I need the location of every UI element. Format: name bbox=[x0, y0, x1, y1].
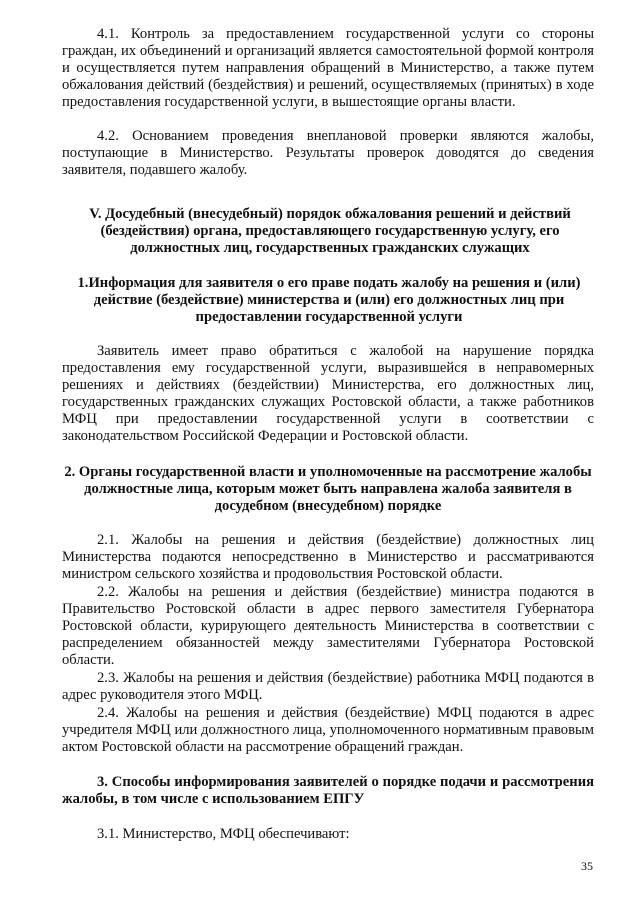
paragraph-text: 2.3. Жалобы на решения и действия (бездействие) работника МФЦ подаются в адрес руководителя этого МФЦ. bbox=[62, 670, 594, 704]
paragraph-2-1 bbox=[62, 532, 594, 583]
page-number: 35 bbox=[581, 859, 593, 873]
paragraph-3-1 bbox=[62, 826, 594, 843]
subsection-3-heading bbox=[62, 774, 594, 808]
paragraph-text: 2.2. Жалобы на решения и действия (бездействие) министра подаются в Правительство Ростовской области в адрес первого заместителя Губернатора Ростовской области, курирующего деятельность Министерства в соответствии с распределением обязанностей между заместителями Губернатора Ростовской области. bbox=[62, 584, 594, 669]
subsection-title: 2. Органы государственной власти и уполномоченные на рассмотрение жалобы должностные лица, которым может быть направлена жалоба заявителя в досудебном (внесудебном) порядке bbox=[64, 464, 592, 515]
paragraph-4-2 bbox=[62, 128, 594, 179]
subsection-1-text bbox=[62, 343, 594, 446]
paragraph-text: Заявитель имеет право обратиться с жалобой на нарушение порядка предоставления ему государственной услуги, выразившейся в неправомерных решениях и действиях (бездействии) Министерства, его должностных лиц, государственных гражданских служащих Ростовской области, а также работников МФЦ при предоставлении государственной услуги в соответствии с законодательством Российской Федерации и Ростовской области. bbox=[62, 343, 594, 445]
section-v-heading bbox=[70, 206, 590, 257]
paragraph-text: 4.2. Основанием проведения внеплановой проверки являются жалобы, поступающие в Министерство. Результаты проверок доводятся до сведения заявителя, подавшего жалобу. bbox=[62, 128, 594, 179]
subsection-1-heading bbox=[66, 275, 592, 326]
paragraph-text: 4.1. Контроль за предоставлением государственной услуги со стороны граждан, их объединений и организаций является самостоятельной формой контроля и осуществляется путем направления обращений в Министерство, а также путем обжалования действий (бездействия) и решений, осуществляемых (принятых) в ходе предоставления государственной услуги, в вышестоящие органы власти. bbox=[62, 26, 594, 111]
paragraph-4-1 bbox=[62, 26, 594, 111]
paragraph-2-4 bbox=[62, 705, 594, 756]
subsection-title: 1.Информация для заявителя о его праве подать жалобу на решения и (или) действие (бездействие) министерства и (или) его должностных лиц при предоставлении государственной услуги bbox=[77, 275, 581, 326]
paragraph-text: 3.1. Министерство, МФЦ обеспечивают: bbox=[97, 826, 350, 842]
paragraph-text: 2.1. Жалобы на решения и действия (бездействие) должностных лиц Министерства подаются непосредственно в Министерство и рассматриваются министром сельского хозяйства и продовольствия Ростовской области. bbox=[62, 532, 594, 583]
paragraph-2-2 bbox=[62, 584, 594, 669]
paragraph-text: 2.4. Жалобы на решения и действия (бездействие) МФЦ подаются в адрес учредителя МФЦ или должностного лица, уполномоченного нормативным правовым актом Ростовской области на рассмотрение обращений граждан. bbox=[62, 705, 594, 756]
subsection-2-heading bbox=[64, 464, 592, 515]
paragraph-2-3 bbox=[62, 670, 594, 704]
section-title: V. Досудебный (внесудебный) порядок обжалования решений и действий (бездействия) органа, предоставляющего государственную услугу, его должностных лиц, государственных гражданских служащих bbox=[89, 206, 571, 257]
subsection-title: 3. Способы информирования заявителей о порядке подачи и рассмотрения жалобы, в том числе с использованием ЕПГУ bbox=[62, 774, 594, 808]
